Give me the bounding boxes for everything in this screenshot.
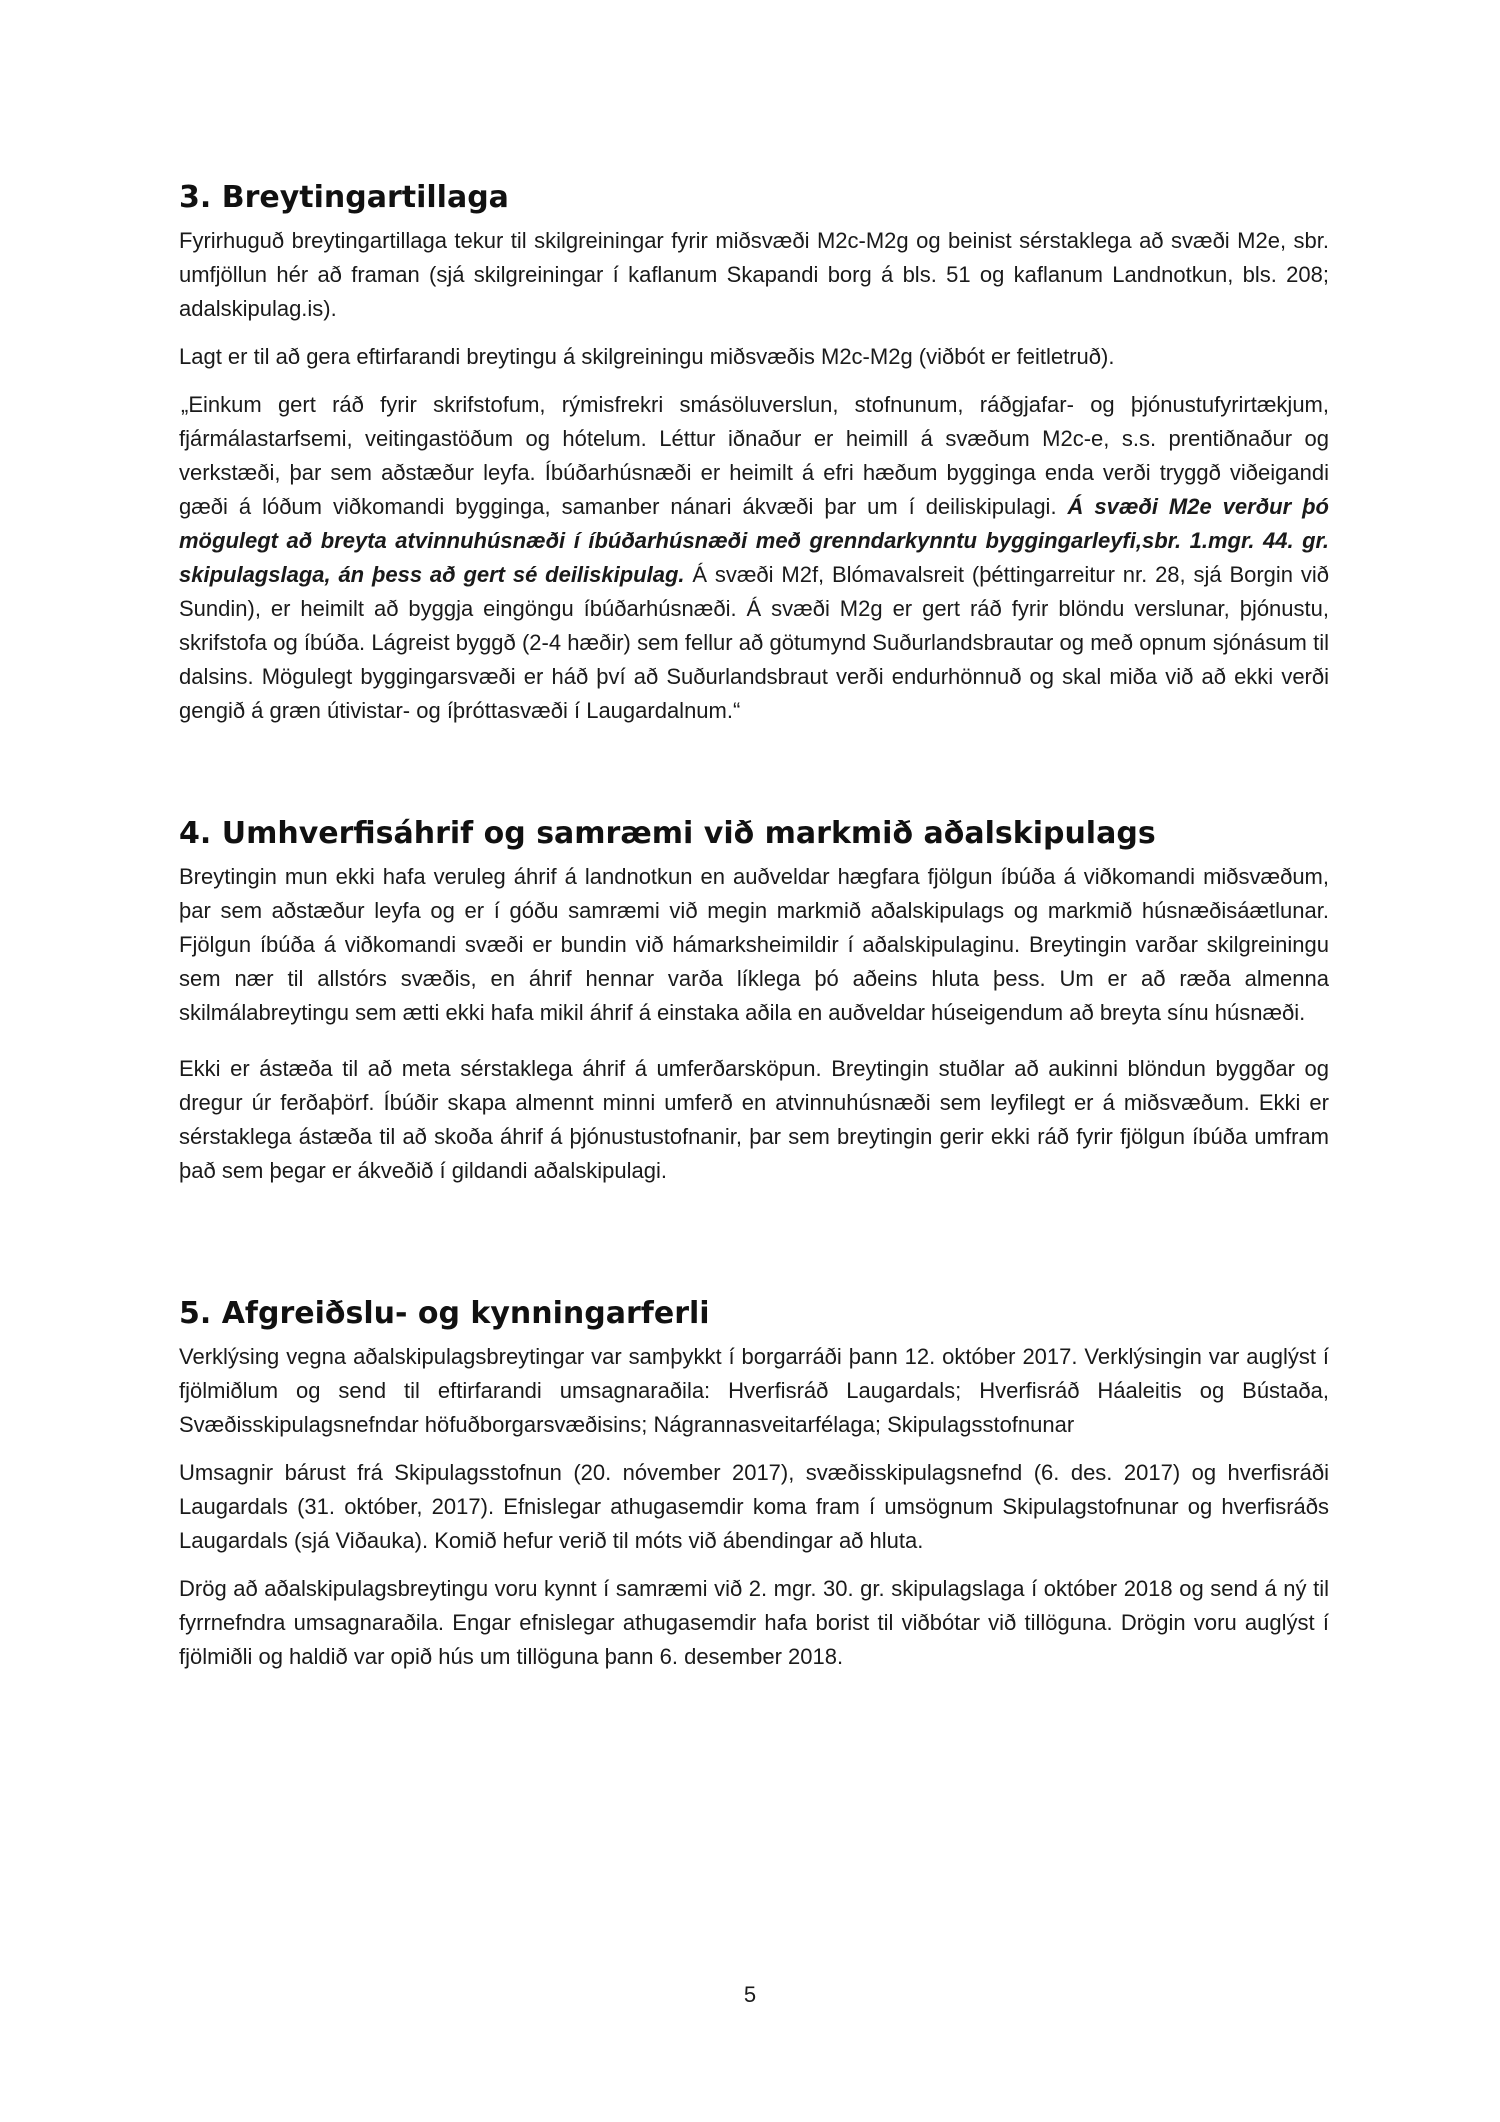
section-umhverfisahrif <box>179 816 1329 1202</box>
paragraph: Lagt er til að gera eftirfarandi breytingu á skilgreiningu miðsvæðis M2c-M2g (viðbót er feitletruð). <box>179 344 1115 369</box>
section-afgreidsluferli <box>179 1296 1329 1688</box>
quote-text-continued: Á svæði M2f, Blómavalsreit (þéttingarreitur nr. 28, sjá Borgin við Sundin), er heimilt að byggja eingöngu íbúðarhúsnæði. Á svæði M2g er gert ráð fyrir blöndu verslunar, þjónustu, skrifstofa og íbúða. Lágreist byggð (2-4 hæðir) sem fellur að götumynd Suðurlandsbrautar og með opnum sjónásum til dalsins. Mögulegt byggingarsvæði er háð því að Suðurlandsbraut verði endurhönnuð og skal miða við að ekki verði gengið á græn útivistar- og íþróttasvæði í Laugardalnum.“ <box>179 562 1329 723</box>
paragraph: Drög að aðalskipulagsbreytingu voru kynnt í samræmi við 2. mgr. 30. gr. skipulagslaga í október 2018 og send á ný til fyrrnefndra umsagnaraðila. Engar efnislegar athugasemdir hafa borist til viðbótar við tillöguna. Drögin voru auglýst í fjölmiðli og haldið var opið hús um tillöguna þann 6. desember 2018. <box>179 1576 1329 1669</box>
section-breytingartillaga <box>179 180 1329 742</box>
quote-text: „Einkum gert ráð fyrir skrifstofum, rýmisfrekri smásöluverslun, stofnunum, ráðgjafar- og þjónustufyrirtækjum, fjármálastarfsemi, veitingastöðum og hótelum. Léttur iðnaður er heimill á svæðum M2c-e, s.s. prentiðnaður og verkstæði, þar sem aðstæður leyfa. Íbúðarhúsnæði er heimilt á efri hæðum bygginga enda verði tryggð viðeigandi gæði á lóðum viðkomandi bygginga, samanber nánari ákvæði þar um í deiliskipulagi. <box>179 392 1329 519</box>
section-heading: 4. Umhverfisáhrif og samræmi við markmið aðalskipulags <box>179 816 1156 851</box>
paragraph: Verklýsing vegna aðalskipulagsbreytingar var samþykkt í borgarráði þann 12. október 2017. Verklýsingin var auglýst í fjölmiðlum og send til eftirfarandi umsagnaraðila: Hverfisráð Laugardals; Hverfisráð Háaleitis og Bústaða, Svæðisskipulagsnefndar höfuðborgarsvæðisins; Nágrannasveitarfélaga; Skipulagsstofnunar <box>179 1344 1329 1437</box>
paragraph: Ekki er ástæða til að meta sérstaklega áhrif á umferðarsköpun. Breytingin stuðlar að aukinni blöndun byggðar og dregur úr ferðaþörf. Íbúðir skapa almennt minni umferð en atvinnuhúsnæði sem leyfilegt er á miðsvæðum. Ekki er sérstaklega ástæða til að skoða áhrif á þjónustustofnanir, þar sem breytingin gerir ekki ráð fyrir fjölgun íbúða umfram það sem þegar er ákveðið í gildandi aðalskipulagi. <box>179 1056 1329 1183</box>
quoted-definition <box>179 388 1329 728</box>
paragraph: Breytingin mun ekki hafa veruleg áhrif á landnotkun en auðveldar hægfara fjölgun íbúða á viðkomandi miðsvæðum, þar sem aðstæður leyfa og er í góðu samræmi við megin markmið aðalskipulags og markmið húsnæðisáætlunar. Fjölgun íbúða á viðkomandi svæði er bundin við hámarksheimildir í aðalskipulaginu. Breytingin varðar skilgreiningu sem nær til allstórs svæðis, en áhrif hennar varða líklega þó aðeins hluta þess. Um er að ræða almenna skilmálabreytingu sem ætti ekki hafa mikil áhrif á einstaka aðila en auðveldar húseigendum að breyta sínu húsnæði. <box>179 864 1329 1025</box>
paragraph: Fyrirhuguð breytingartillaga tekur til skilgreiningar fyrir miðsvæði M2c-M2g og beinist sérstaklega að svæði M2e, sbr. umfjöllun hér að framan (sjá skilgreiningar í kaflanum Skapandi borg á bls. 51 og kaflanum Landnotkun, bls. 208; adalskipulag.is). <box>179 228 1329 321</box>
section-heading: 3. Breytingartillaga <box>179 180 509 215</box>
section-heading: 5. Afgreiðslu- og kynningarferli <box>179 1296 710 1331</box>
page-number: 5 <box>743 1982 757 2007</box>
quote-emphasis: Á svæði M2e verður þó mögulegt að breyta atvinnuhúsnæði í íbúðarhúsnæði með grenndarkynntu byggingarleyfi,sbr. 1.mgr. 44. gr. skipulagslaga, án þess að gert sé deiliskipulag. <box>179 494 1329 587</box>
paragraph: Umsagnir bárust frá Skipulagsstofnun (20. nóvember 2017), svæðisskipulagsnefnd (6. des. 2017) og hverfisráði Laugardals (31. október, 2017). Efnislegar athugasemdir koma fram í umsögnum Skipulagstofnunar og hverfisráðs Laugardals (sjá Viðauka). Komið hefur verið til móts við ábendingar að hluta. <box>179 1460 1329 1553</box>
